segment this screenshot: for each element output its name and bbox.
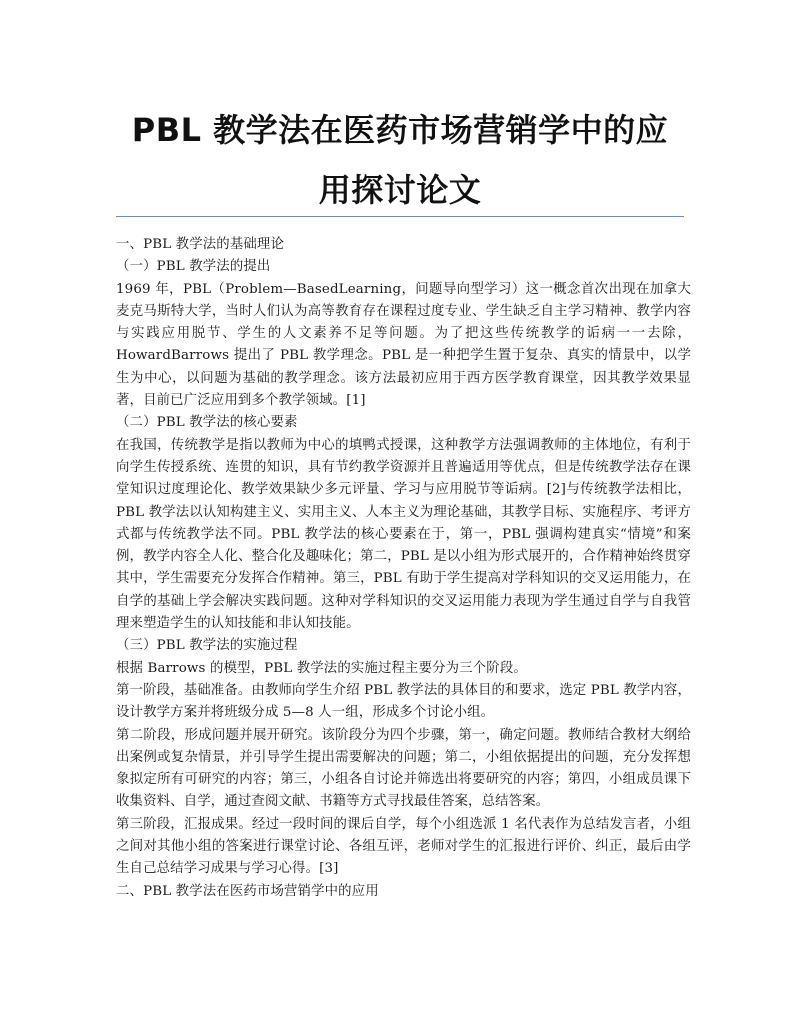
section-heading-1: 一、PBL 教学法的基础理论 [116,237,285,252]
paragraph-stage-1: 第一阶段，基础准备。由教师向学生介绍 PBL 教学法的具体目的和要求，选定 PBL 教学内容，设计教学方案并将班级分成 5—8 人一组，形成多个讨论小组。 [116,682,692,721]
subsection-heading-1-3: （三）PBL 教学法的实施过程 [116,638,298,654]
paragraph-origin: 1969 年，PBL（Problem—BasedLearning，问题导向型学习）这一概念首次出现在加拿大麦克马斯特大学，当时人们认为高等教育存在课程过度专业、学生缺乏自主学习精神、教学内容与实践应用脱节、学生的人文素养不足等问题。为了把这些传统教学的诟病一一去除，HowardBarrows 提出了 PBL 教学理念。PBL 是一种把学生置于复杂、真实的情景中，以学生为中心，以问题为基础的教学理念。该方法最初应用于西方医学教育课堂，因其教学效果显著，目前已广泛应用到多个教学领域。[1] [116,281,691,409]
paragraph-barrows-model: 根据 Barrows 的模型，PBL 教学法的实施过程主要分为三个阶段。 [116,660,527,676]
paragraph-stage-2: 第二阶段，形成问题并展开研究。该阶段分为四个步骤，第一，确定问题。教师结合教材大纲给出案例或复杂情景，并引导学生提出需要解决的问题；第二，小组依据提出的问题，充分发挥想象拟定所有可研究的内容；第三，小组各自讨论并筛选出将要研究的内容；第四，小组成员课下收集资料、自学，通过查阅文献、书籍等方式寻找最佳答案，总结答案。 [116,727,691,810]
title-line-2: 用探讨论文 [318,171,482,209]
paragraph-core-elements: 在我国，传统教学是指以教师为中心的填鸭式授课，这种教学方法强调教师的主体地位，有利于向学生传授系统、连贯的知识，具有节约教学资源并且普遍适用等优点，但是传统教学法存在课堂知识过度理论化、教学效果缺少多元评量、学习与应用脱节等诟病。[2]与传统教学法相比，PBL 教学法以认知构建主义、实用主义、人本主义为理论基础，其教学目标、实施程序、考评方式都与传统教学法不同。PBL 教学法的核心要素在于，第一，PBL 强调构建真实“情境”和案例，教学内容全人化、整合化及趣味化；第二，PBL 是以小组为形式展开的，合作精神始终贯穿其中，学生需要充分发挥合作精神。第三，PBL 有助于学生提高对学科知识的交叉运用能力，在自学的基础上学会解决实践问题。这种对学科知识的交叉运用能力表现为学生通过自学与自我管理来塑造学生的认知技能和非认知技能。 [116,437,691,632]
document-title [100,100,700,220]
section-heading-2: 二、PBL 教学法在医药市场营销学中的应用 [116,883,379,899]
paragraph-stage-3: 第三阶段，汇报成果。经过一段时间的课后自学，每个小组选派 1 名代表作为总结发言者，小组之间对其他小组的答案进行课堂讨论、各组互评，老师对学生的汇报进行评价、纠正，最后由学生自己总结学习成果与学习心得。[3] [116,816,691,877]
title-line-1: PBL 教学法在医药市场营销学中的应 [131,111,669,149]
subsection-heading-1-1: （一）PBL 教学法的提出 [116,259,271,275]
title-divider [116,216,684,217]
subsection-heading-1-2: （二）PBL 教学法的核心要素 [116,415,298,431]
document-body [116,234,691,903]
